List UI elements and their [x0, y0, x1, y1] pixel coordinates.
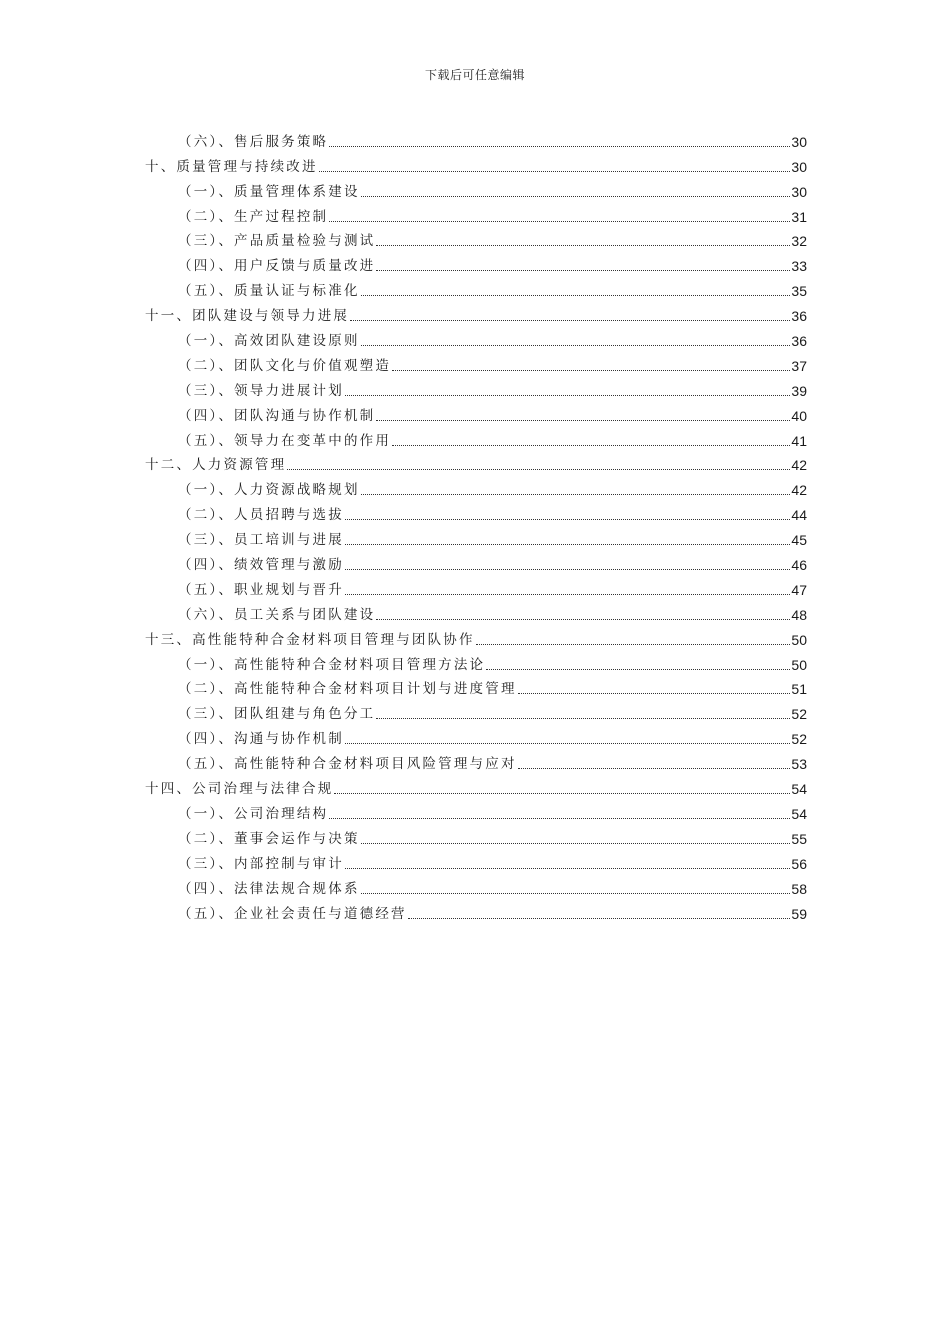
- toc-page-number: 46: [791, 557, 807, 574]
- toc-page-number: 55: [791, 830, 807, 847]
- toc-section-entry[interactable]: [145, 674, 807, 699]
- toc-page-number: 59: [791, 905, 807, 922]
- toc-section-entry[interactable]: [145, 226, 807, 251]
- toc-leader-dots: [345, 568, 790, 570]
- toc-entry-label: 十一、团队建设与领导力进展: [145, 308, 350, 325]
- toc-section-entry[interactable]: [145, 723, 807, 748]
- toc-leader-dots: [486, 668, 790, 670]
- toc-page-number: 30: [791, 183, 807, 200]
- toc-entry-label: （六）、售后服务策略: [178, 133, 329, 150]
- toc-section-entry[interactable]: [145, 698, 807, 723]
- toc-leader-dots: [345, 742, 790, 744]
- toc-entry-label: （一）、人力资源战略规划: [178, 482, 360, 499]
- toc-page-number: 50: [791, 631, 807, 648]
- toc-leader-dots: [345, 394, 790, 396]
- toc-section-entry[interactable]: [145, 748, 807, 773]
- toc-leader-dots: [376, 244, 790, 246]
- toc-leader-dots: [376, 269, 790, 271]
- toc-leader-dots: [329, 220, 790, 222]
- toc-section-entry[interactable]: [145, 325, 807, 350]
- toc-section-entry[interactable]: [145, 126, 807, 151]
- toc-leader-dots: [361, 493, 791, 495]
- toc-page-number: 56: [791, 855, 807, 872]
- toc-page-number: 36: [791, 308, 807, 325]
- toc-leader-dots: [361, 344, 791, 346]
- toc-chapter-entry[interactable]: [145, 300, 807, 325]
- toc-section-entry[interactable]: [145, 400, 807, 425]
- toc-page-number: 35: [791, 283, 807, 300]
- toc-entry-label: （一）、高效团队建设原则: [178, 333, 360, 350]
- toc-entry-label: （二）、人员招聘与选拔: [178, 507, 344, 524]
- toc-section-entry[interactable]: [145, 474, 807, 499]
- toc-leader-dots: [376, 717, 790, 719]
- toc-entry-label: （一）、高性能特种合金材料项目管理方法论: [178, 656, 486, 673]
- toc-entry-label: 十三、高性能特种合金材料项目管理与团队协作: [145, 631, 475, 648]
- toc-entry-label: （四）、沟通与协作机制: [178, 731, 344, 748]
- toc-leader-dots: [334, 792, 790, 794]
- toc-entry-label: （三）、产品质量检验与测试: [178, 233, 376, 250]
- toc-page-number: 39: [791, 382, 807, 399]
- toc-entry-label: （一）、公司治理结构: [178, 805, 329, 822]
- toc-page-number: 42: [791, 482, 807, 499]
- toc-entry-label: （六）、员工关系与团队建设: [178, 606, 376, 623]
- toc-entry-label: （五）、高性能特种合金材料项目风险管理与应对: [178, 756, 517, 773]
- toc-section-entry[interactable]: [145, 798, 807, 823]
- toc-entry-label: 十、质量管理与持续改进: [145, 158, 318, 175]
- toc-section-entry[interactable]: [145, 873, 807, 898]
- toc-entry-label: （四）、用户反馈与质量改进: [178, 258, 376, 275]
- toc-section-entry[interactable]: [145, 201, 807, 226]
- toc-leader-dots: [319, 170, 791, 172]
- toc-entry-label: （五）、领导力在变革中的作用: [178, 432, 392, 449]
- toc-page-number: 33: [791, 258, 807, 275]
- toc-page-number: 32: [791, 233, 807, 250]
- toc-leader-dots: [361, 892, 791, 894]
- toc-entry-label: （二）、高性能特种合金材料项目计划与进度管理: [178, 681, 517, 698]
- page-header: 下载后可任意编辑: [424, 68, 525, 82]
- toc-page-number: 53: [791, 756, 807, 773]
- toc-page-number: 41: [791, 432, 807, 449]
- toc-section-entry[interactable]: [145, 549, 807, 574]
- toc-section-entry[interactable]: [145, 275, 807, 300]
- toc-section-entry[interactable]: [145, 848, 807, 873]
- toc-page-number: 47: [791, 581, 807, 598]
- toc-leader-dots: [361, 842, 791, 844]
- toc-leader-dots: [345, 593, 790, 595]
- toc-section-entry[interactable]: [145, 425, 807, 450]
- toc-page-number: 30: [791, 158, 807, 175]
- toc-page-number: 50: [791, 656, 807, 673]
- toc-section-entry[interactable]: [145, 250, 807, 275]
- toc-leader-dots: [361, 195, 791, 197]
- toc-page-number: 45: [791, 532, 807, 549]
- toc-section-entry[interactable]: [145, 574, 807, 599]
- toc-page-number: 54: [791, 805, 807, 822]
- toc-entry-label: （二）、团队文化与价值观塑造: [178, 357, 392, 374]
- toc-entry-label: （四）、团队沟通与协作机制: [178, 407, 376, 424]
- toc-leader-dots: [345, 867, 790, 869]
- toc-leader-dots: [345, 518, 790, 520]
- toc-entry-label: （三）、领导力进展计划: [178, 382, 344, 399]
- toc-leader-dots: [329, 145, 790, 147]
- toc-page-number: 52: [791, 706, 807, 723]
- toc-page-number: 31: [791, 208, 807, 225]
- toc-leader-dots: [392, 444, 790, 446]
- toc-entry-label: （一）、质量管理体系建设: [178, 183, 360, 200]
- toc-page-number: 36: [791, 333, 807, 350]
- toc-section-entry[interactable]: [145, 823, 807, 848]
- toc-page-number: 30: [791, 133, 807, 150]
- toc-entry-label: （二）、董事会运作与决策: [178, 830, 360, 847]
- toc-leader-dots: [345, 543, 790, 545]
- toc-chapter-entry[interactable]: [145, 773, 807, 798]
- toc-page-number: 54: [791, 781, 807, 798]
- toc-section-entry[interactable]: [145, 524, 807, 549]
- toc-page-number: 37: [791, 357, 807, 374]
- toc-section-entry[interactable]: [145, 649, 807, 674]
- toc-section-entry[interactable]: [145, 599, 807, 624]
- toc-section-entry[interactable]: [145, 375, 807, 400]
- toc-page-number: 42: [791, 457, 807, 474]
- table-of-contents: [145, 126, 807, 923]
- toc-leader-dots: [350, 319, 790, 321]
- toc-leader-dots: [376, 618, 790, 620]
- toc-section-entry[interactable]: [145, 350, 807, 375]
- toc-entry-label: （五）、质量认证与标准化: [178, 283, 360, 300]
- toc-page-number: 44: [791, 507, 807, 524]
- toc-entry-label: （三）、员工培训与进展: [178, 532, 344, 549]
- toc-chapter-entry[interactable]: [145, 151, 807, 176]
- toc-page-number: 48: [791, 606, 807, 623]
- toc-entry-label: （四）、法律法规合规体系: [178, 880, 360, 897]
- toc-leader-dots: [329, 817, 790, 819]
- toc-leader-dots: [518, 767, 791, 769]
- toc-page-number: 52: [791, 731, 807, 748]
- toc-entry-label: （五）、职业规划与晋升: [178, 581, 344, 598]
- toc-leader-dots: [408, 917, 791, 919]
- toc-entry-label: （五）、企业社会责任与道德经营: [178, 905, 407, 922]
- toc-chapter-entry[interactable]: [145, 624, 807, 649]
- toc-page-number: 40: [791, 407, 807, 424]
- toc-entry-label: （三）、内部控制与审计: [178, 855, 344, 872]
- toc-leader-dots: [476, 643, 791, 645]
- toc-page-number: 51: [791, 681, 807, 698]
- toc-entry-label: （二）、生产过程控制: [178, 208, 329, 225]
- toc-entry-label: 十二、人力资源管理: [145, 457, 287, 474]
- toc-section-entry[interactable]: [145, 898, 807, 923]
- toc-entry-label: （三）、团队组建与角色分工: [178, 706, 376, 723]
- toc-leader-dots: [376, 419, 790, 421]
- toc-page-number: 58: [791, 880, 807, 897]
- toc-entry-label: 十四、公司治理与法律合规: [145, 781, 334, 798]
- toc-entry-label: （四）、绩效管理与激励: [178, 557, 344, 574]
- toc-section-entry[interactable]: [145, 499, 807, 524]
- toc-leader-dots: [392, 369, 790, 371]
- toc-leader-dots: [287, 468, 790, 470]
- toc-section-entry[interactable]: [145, 176, 807, 201]
- toc-leader-dots: [518, 692, 791, 694]
- toc-leader-dots: [361, 294, 791, 296]
- toc-chapter-entry[interactable]: [145, 450, 807, 475]
